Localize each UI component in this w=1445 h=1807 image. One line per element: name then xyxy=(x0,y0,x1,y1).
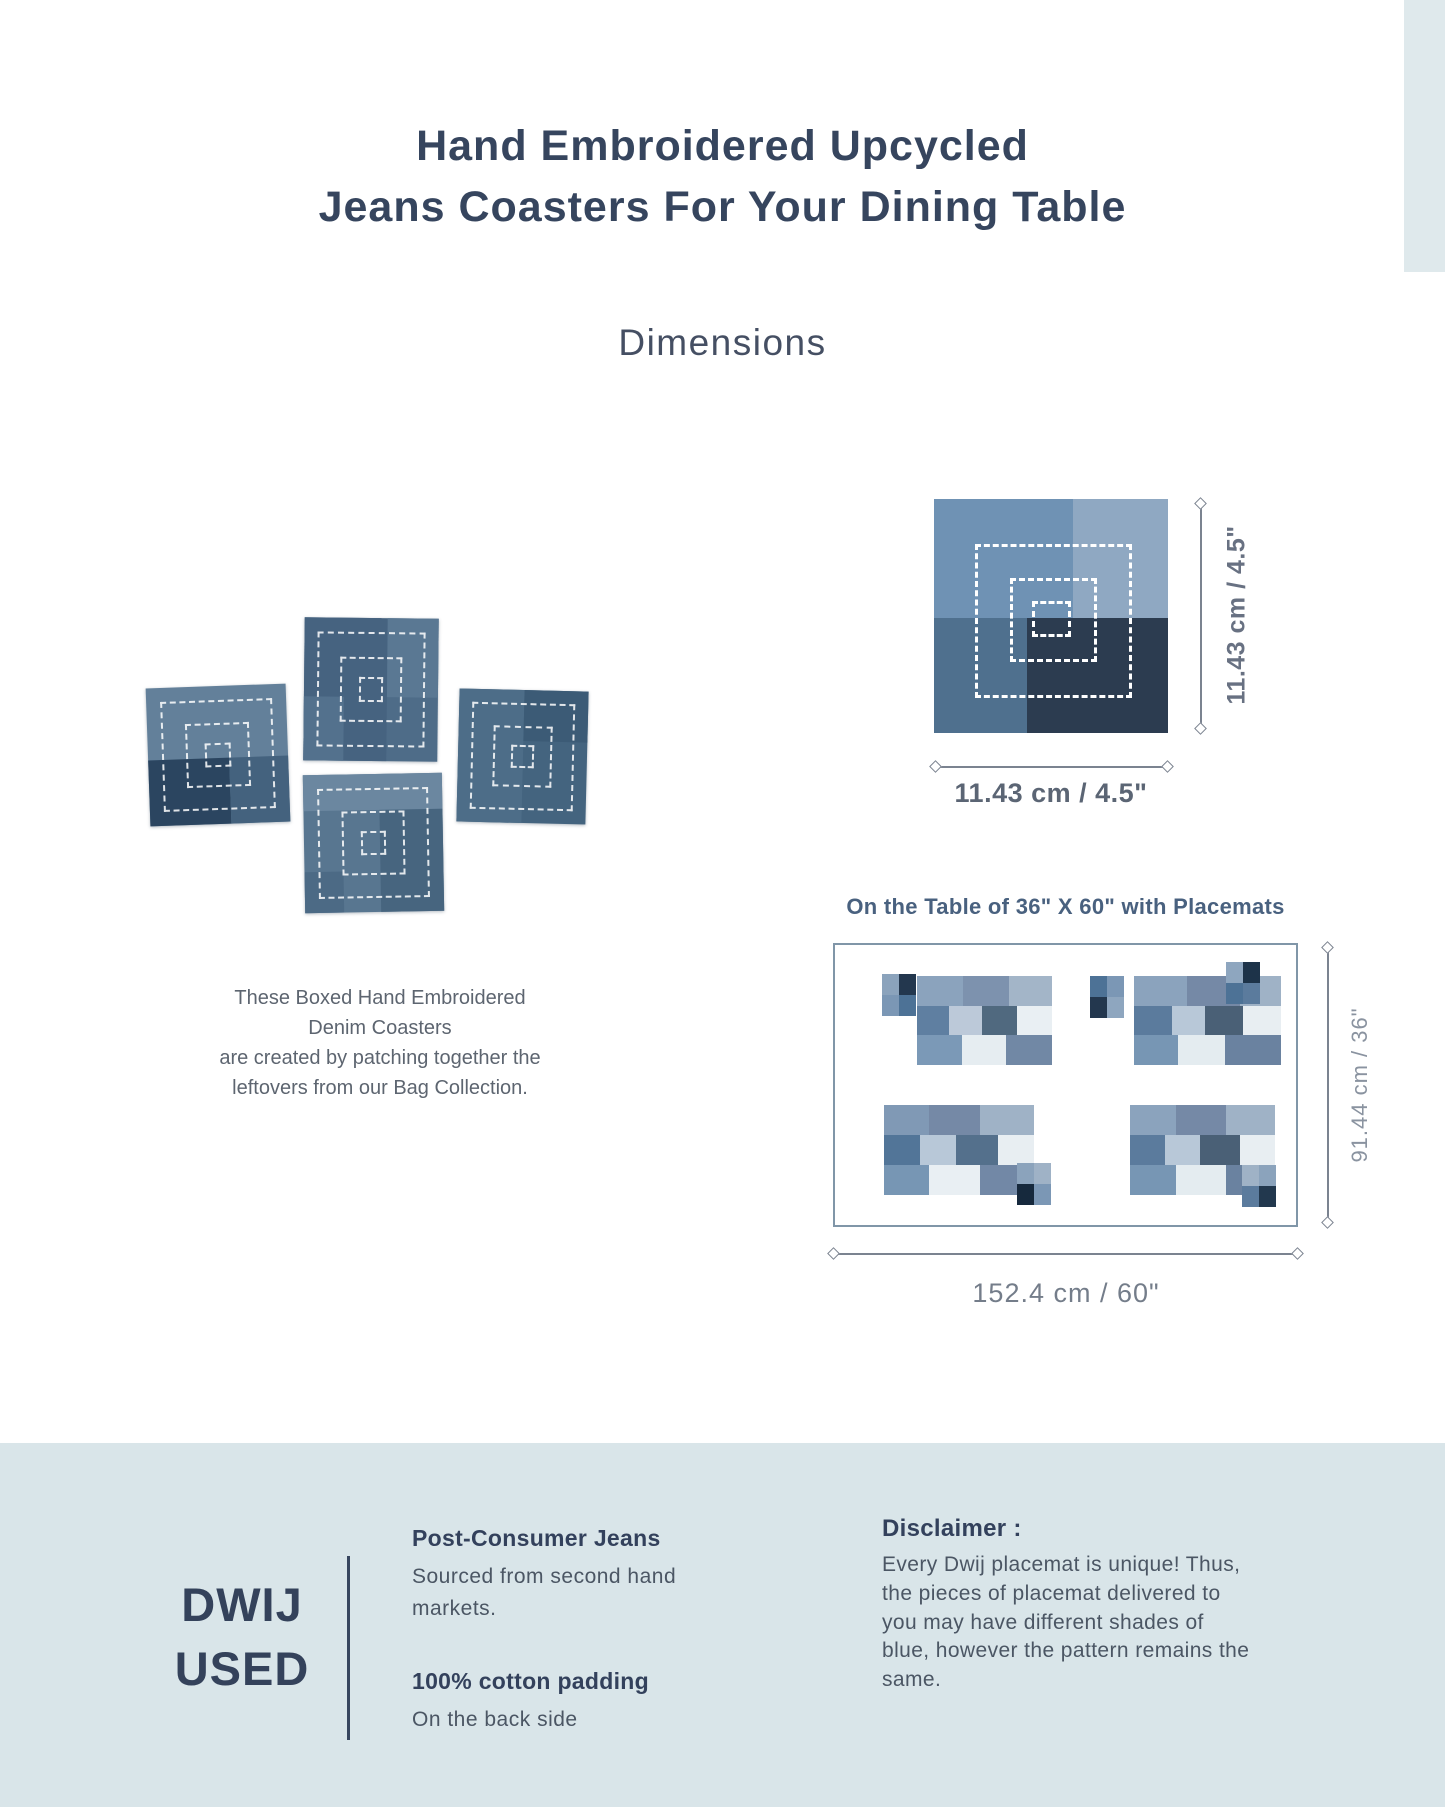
placemat-bottom-right xyxy=(1130,1105,1275,1195)
stitch-square xyxy=(361,830,386,855)
placemat-patch xyxy=(1242,1165,1259,1186)
page-title-line1: Hand Embroidered Upcycled xyxy=(416,122,1029,170)
placemat-patch xyxy=(1134,976,1187,1006)
placemat-patch xyxy=(1240,1135,1275,1165)
placemat-patch xyxy=(1243,983,1260,1004)
placemat-corner-cluster xyxy=(1226,962,1260,1004)
placemat-patch xyxy=(1009,976,1052,1006)
placemat-top-right xyxy=(1134,976,1281,1065)
placemat-patch xyxy=(884,1165,929,1195)
materials-column xyxy=(412,1525,712,1736)
brand-line2: USED xyxy=(174,1641,310,1695)
placemat-patch xyxy=(1017,1006,1052,1036)
table-height-dimension-line xyxy=(1327,947,1329,1223)
placemat-patch xyxy=(1017,1163,1034,1184)
placemat-patch xyxy=(1200,1135,1241,1165)
placemat-patch xyxy=(884,1135,920,1165)
placemat-patch xyxy=(899,974,916,995)
brand-line1: DWIJ xyxy=(181,1578,303,1631)
placemat-patch xyxy=(1242,1186,1259,1207)
placemat-patch xyxy=(884,1105,929,1135)
materials-heading-2: 100% cotton padding xyxy=(412,1668,649,1694)
placemat-patch xyxy=(1090,997,1107,1018)
description-paragraph xyxy=(140,983,620,1103)
disclaimer-column xyxy=(882,1515,1254,1695)
placemat-patch xyxy=(899,995,916,1016)
placemat-patch xyxy=(1090,976,1107,997)
placemat-patch xyxy=(920,1135,956,1165)
page-title-line2: Jeans Coasters For Your Dining Table xyxy=(318,183,1127,232)
coaster-height-dimension-line xyxy=(1200,503,1202,729)
materials-body-2: On the back side xyxy=(412,1708,578,1731)
placemat-patch xyxy=(882,974,899,995)
placemat-patch xyxy=(1107,976,1124,997)
placemat-patch xyxy=(956,1135,998,1165)
coaster-photo-top xyxy=(303,617,438,761)
placemat-patch xyxy=(1225,1035,1281,1065)
table-height-label: 91.44 cm / 36" xyxy=(1347,1007,1372,1163)
placemat-bottom-left xyxy=(884,1105,1034,1195)
table-diagram xyxy=(833,943,1298,1227)
placemat-patch xyxy=(998,1135,1034,1165)
placemat-patch xyxy=(1259,1165,1276,1186)
coaster-width-dimension-line xyxy=(935,766,1168,768)
stitch-square xyxy=(511,744,535,769)
placemat-patch xyxy=(1006,1035,1052,1065)
placemat-patch xyxy=(1130,1135,1165,1165)
placemat-patch xyxy=(1176,1105,1225,1135)
placemat-patch xyxy=(1034,1163,1051,1184)
placemat-patch xyxy=(962,1035,1007,1065)
materials-heading-1: Post-Consumer Jeans xyxy=(412,1525,661,1551)
placemat-top-left xyxy=(917,976,1052,1065)
placemat-patch xyxy=(1017,1184,1034,1205)
stitch-square-inner xyxy=(1032,601,1071,637)
coaster-width-label: 11.43 cm / 4.5" xyxy=(954,778,1148,808)
placemat-patch xyxy=(1130,1165,1176,1195)
table-width-label: 152.4 cm / 60" xyxy=(972,1278,1160,1308)
placemat-patch xyxy=(1178,1035,1225,1065)
placemat-patch xyxy=(1226,1105,1275,1135)
coasters-photo xyxy=(120,600,600,930)
placemat-patch xyxy=(917,976,963,1006)
placemat-patch xyxy=(929,1165,980,1195)
placemat-patch xyxy=(1176,1165,1225,1195)
disclaimer-body: Every Dwij placemat is unique! Thus, the pieces of placemat delivered to you may have different shades of blue, however the pattern remains the same. xyxy=(882,1553,1250,1692)
materials-body-1: Sourced from second hand markets. xyxy=(412,1565,677,1620)
description-line: leftovers from our Bag Collection. xyxy=(232,1077,528,1099)
placemat-patch xyxy=(1259,1186,1276,1207)
stitch-square xyxy=(359,676,383,702)
placemat-corner-cluster xyxy=(1017,1163,1051,1205)
placemat-corner-cluster xyxy=(1090,976,1124,1018)
coaster-photo-bottom xyxy=(303,773,444,913)
placemat-patch xyxy=(929,1105,980,1135)
disclaimer-heading: Disclaimer : xyxy=(882,1515,1022,1542)
table-diagram-heading: On the Table of 36" X 60" with Placemats xyxy=(846,894,1285,919)
footer-section xyxy=(0,1443,1445,1807)
page-title xyxy=(0,116,1445,238)
placemat-patch xyxy=(917,1035,962,1065)
placemat-patch xyxy=(1226,962,1243,983)
placemat-patch xyxy=(980,1105,1034,1135)
table-width-dimension-line xyxy=(833,1253,1298,1255)
stitch-square xyxy=(205,742,231,768)
placemat-patch xyxy=(882,995,899,1016)
description-line: Denim Coasters xyxy=(308,1017,452,1039)
vertical-divider xyxy=(347,1556,350,1740)
placemat-patch xyxy=(917,1006,949,1036)
placemat-patch xyxy=(982,1006,1017,1036)
placemat-patch xyxy=(949,1006,981,1036)
brand-lockup xyxy=(133,1573,351,1701)
placemat-patch xyxy=(1243,962,1260,983)
coaster-photo-left xyxy=(146,684,291,827)
placemat-corner-cluster xyxy=(882,974,916,1016)
placemat-patch xyxy=(1134,1035,1178,1065)
placemat-patch xyxy=(1226,983,1243,1004)
coaster-height-label: 11.43 cm / 4.5" xyxy=(1222,525,1251,705)
placemat-patch xyxy=(1243,1006,1281,1036)
description-line: are created by patching together the xyxy=(219,1047,541,1069)
section-subtitle: Dimensions xyxy=(618,322,827,363)
placemat-patch xyxy=(1165,1135,1200,1165)
placemat-patch xyxy=(1107,997,1124,1018)
coaster-dimension-diagram xyxy=(934,499,1168,733)
placemat-patch xyxy=(1134,1006,1172,1036)
description-line: These Boxed Hand Embroidered xyxy=(234,987,526,1009)
placemat-patch xyxy=(1034,1184,1051,1205)
placemat-patch xyxy=(1130,1105,1176,1135)
placemat-patch xyxy=(963,976,1009,1006)
placemat-patch xyxy=(1205,1006,1243,1036)
placemat-corner-cluster xyxy=(1242,1165,1276,1207)
placemat-patch xyxy=(1172,1006,1204,1036)
coaster-photo-right xyxy=(456,688,588,824)
